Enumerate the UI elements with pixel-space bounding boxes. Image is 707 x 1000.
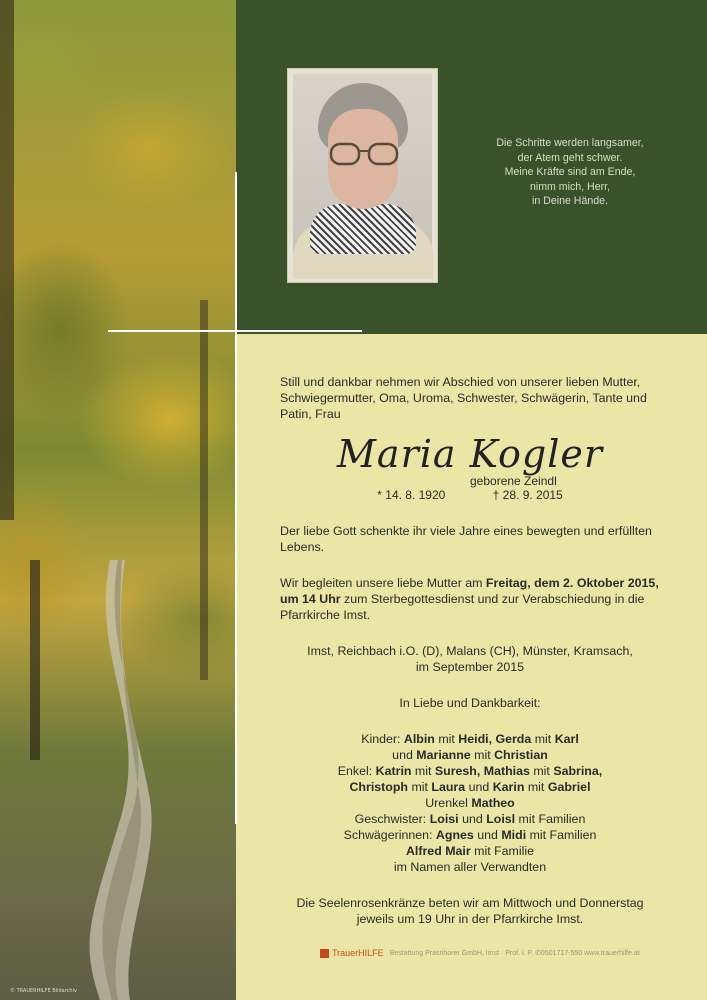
family-list xyxy=(280,731,660,875)
forest-path-image xyxy=(0,0,236,1000)
cross-vertical xyxy=(235,172,237,824)
life-paragraph: Der liebe Gott schenkte ihr viele Jahre eines bewegten und erfüllten Lebens. xyxy=(280,524,652,554)
quote-line: nimm mich, Herr, xyxy=(529,180,611,193)
quote-line: der Atem geht schwer. xyxy=(517,151,623,164)
family-siblings: Geschwister: Loisi und Loisl mit Familien xyxy=(354,812,586,826)
places-line: Imst, Reichbach i.O. (D), Malans (CH), Münster, Kramsach, xyxy=(307,644,633,658)
footer-text: Bestattung Prasnhorer GmbH, Imst · Prof. i. P. ✆0501717-550 www.trauerhilfe.at xyxy=(389,949,640,957)
birth-date: * 14. 8. 1920 xyxy=(377,488,446,502)
quote-verse xyxy=(470,136,670,209)
trauerhilfe-logo-icon xyxy=(320,949,329,958)
obituary-text xyxy=(280,374,660,927)
rosary-line: Die Seelenrosenkränze beten wir am Mittwoch und Donnerstag xyxy=(296,896,644,910)
footer xyxy=(320,948,640,958)
deceased-name: Maria Kogler xyxy=(337,432,603,476)
funeral-paragraph: Wir begleiten unsere liebe Mutter am Freitag, dem 2. Oktober 2015, um 14 Uhr zum Sterbegottesdienst und zur Verabschiedung in die Pfarrkirche Imst. xyxy=(280,576,659,622)
life-dates xyxy=(280,488,660,503)
forest-path xyxy=(70,560,180,1000)
quote-line: in Deine Hände. xyxy=(532,195,608,208)
death-date: † 28. 9. 2015 xyxy=(492,488,563,502)
family-children-2: und Marianne mit Christian xyxy=(392,748,548,762)
cross-horizontal xyxy=(108,330,362,332)
family-brother-in-law: Alfred Mair mit Familie xyxy=(405,844,535,858)
family-sisters-in-law: Schwägerinnen: Agnes und Midi mit Familien xyxy=(343,828,597,842)
family-grandchildren: Enkel: Katrin mit Suresh, Mathias mit Sabrina, xyxy=(337,764,603,778)
quote-line: Die Schritte werden langsamer, xyxy=(496,137,644,149)
family-children: Kinder: Albin mit Heidi, Gerda mit Karl xyxy=(361,732,579,746)
places-block xyxy=(280,643,660,675)
portrait-photo xyxy=(287,68,438,283)
family-grandchildren-2: Christoph mit Laura und Karin mit Gabriel xyxy=(349,780,591,794)
rosary-block xyxy=(280,895,660,927)
family-great-grandchild: Urenkel Matheo xyxy=(425,796,515,810)
funeral-date: Freitag, dem 2. Oktober 2015, um 14 Uhr xyxy=(280,576,659,606)
places-line: im September 2015 xyxy=(415,660,525,674)
photo-credit: © TRAUERHILFE Bildarchiv xyxy=(10,988,77,994)
footer-brand: TrauerHILFE xyxy=(332,948,384,958)
closing-line: In Liebe und Dankbarkeit: xyxy=(399,696,541,710)
birth-name: geborene Zeindl xyxy=(470,474,557,488)
family-relatives: im Namen aller Verwandten xyxy=(393,860,547,874)
intro-text: Still und dankbar nehmen wir Abschied von unserer lieben Mutter, Schwiegermutter, Oma, Uroma, Schwester, Schwägerin, Tante und Patin, Frau xyxy=(280,375,647,421)
rosary-line: jeweils um 19 Uhr in der Pfarrkirche Imst. xyxy=(356,912,584,926)
quote-line: Meine Kräfte sind am Ende, xyxy=(504,166,636,179)
